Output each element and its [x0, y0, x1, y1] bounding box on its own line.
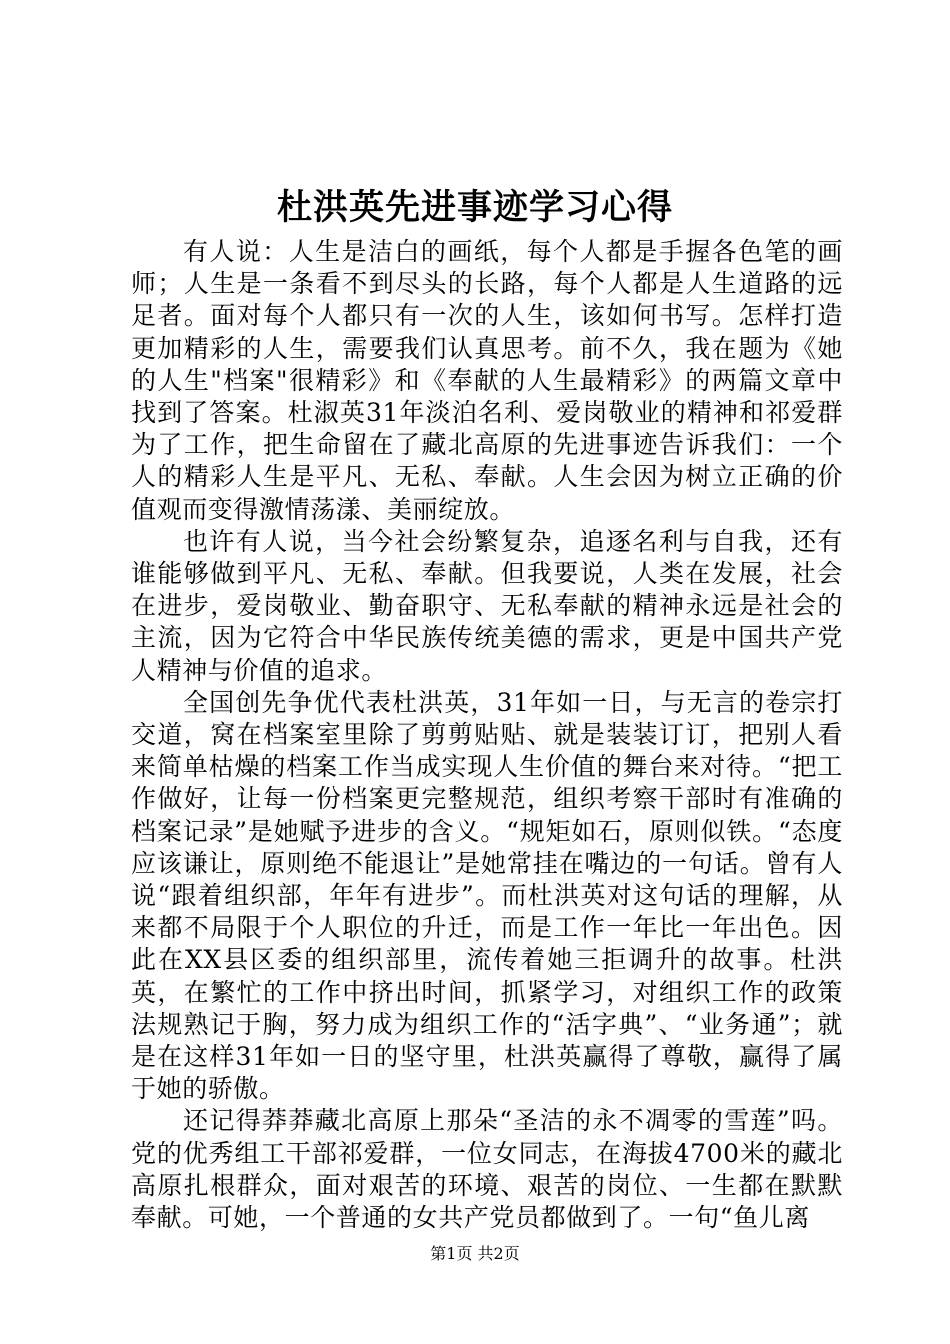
document-body — [131, 236, 843, 1234]
paragraph: 全国创先争优代表杜洪英，31年如一日，与无言的卷宗打交道，窝在档案室里除了剪剪贴贴、就是装装订订，把别人看来简单枯燥的档案工作当成实现人生价值的舞台来对待。“把工作做好，让每一份档案更完整规范，组织考察干部时有准确的档案记录”是她赋予进步的含义。“规矩如石，原则似铁。“态度应该谦让，原则绝不能退让”是她常挂在嘴边的一句话。曾有人说“跟着组织部，年年有进步”。而杜洪英对这句话的理解，从来都不局限于个人职位的升迁，而是工作一年比一年出色。因此在XX县区委的组织部里，流传着她三拒调升的故事。杜洪英，在繁忙的工作中挤出时间，抓紧学习，对组织工作的政策法规熟记于胸，努力成为组织工作的“活字典”、“业务通”；就是在这样31年如一日的坚守里，杜洪英赢得了尊敬，赢得了属于她的骄傲。 — [131, 687, 843, 1104]
paragraph: 有人说：人生是洁白的画纸，每个人都是手握各色笔的画师；人生是一条看不到尽头的长路，每个人都是人生道路的远足者。面对每个人都只有一次的人生，该如何书写。怎样打造更加精彩的人生，需要我们认真思考。前不久，我在题为《她的人生"档案"很精彩》和《奉献的人生最精彩》的两篇文章中找到了答案。杜淑英31年淡泊名利、爱岗敬业的精神和祁爱群为了工作，把生命留在了藏北高原的先进事迹告诉我们：一个人的精彩人生是平凡、无私、奉献。人生会因为树立正确的价值观而变得激情荡漾、美丽绽放。 — [131, 237, 843, 524]
page-title: 杜洪英先进事迹学习心得 — [276, 187, 673, 228]
page-number: 第1页 共2页 — [430, 1244, 520, 1263]
paragraph: 还记得莽莽藏北高原上那朵“圣洁的永不凋零的雪莲”吗。党的优秀组工干部祁爱群，一位女同志，在海拔4700米的藏北高原扎根群众，面对艰苦的环境、艰苦的岗位、一生都在默默奉献。可她，一个普通的女共产党员都做到了。一句“鱼儿离 — [131, 1106, 843, 1233]
paragraph: 也许有人说，当今社会纷繁复杂，追逐名利与自我，还有谁能够做到平凡、无私、奉献。但我要说，人类在发展，社会在进步，爱岗敬业、勤奋职守、无私奉献的精神永远是社会的主流，因为它符合中华民族传统美德的需求，更是中国共产党人精神与价值的追求。 — [131, 526, 843, 685]
